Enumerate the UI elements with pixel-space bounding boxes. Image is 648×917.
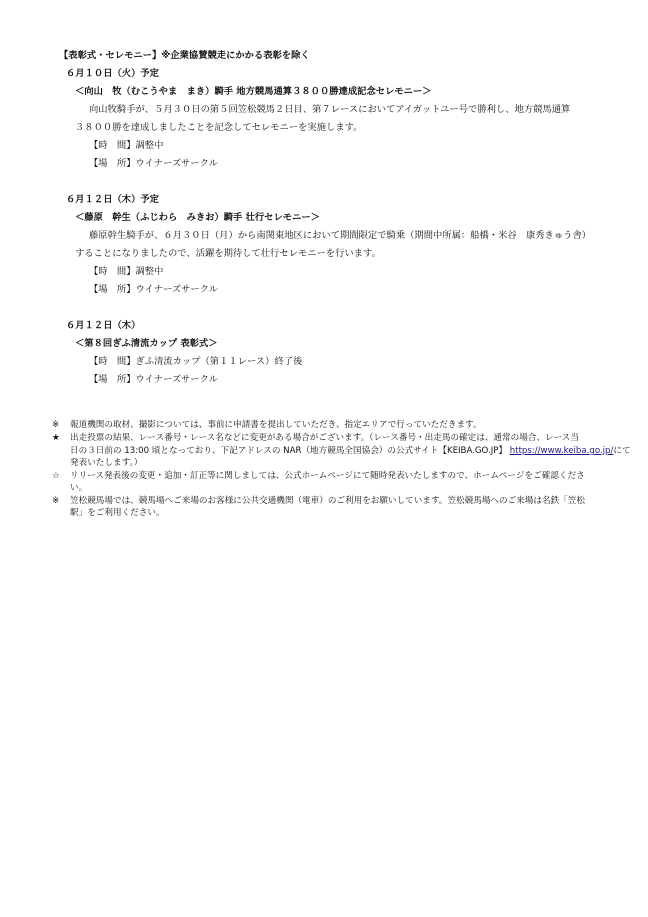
event-description: 向山牧騎手が、５月３０日の第５回笠松競馬２日目、第７レースにおいてアイガットユー号で勝利し、地方競馬通算 bbox=[89, 104, 571, 115]
note-text: 日の３日前の 13:00 頃となっており、下記アドレスの NAR（地方競馬全国協会）の公式サイト【KEIBA.GO.JP】 bbox=[70, 446, 508, 456]
note-text: い。 bbox=[70, 483, 88, 493]
note-mark: ※ bbox=[52, 420, 60, 430]
event-title: ＜向山 牧（むこうやま まき）騎手 地方競馬通算３８００勝達成記念セレモニー＞ bbox=[75, 86, 432, 97]
event-date: ６月１２日（木）予定 bbox=[66, 194, 159, 205]
note-text: 発表いたします。） bbox=[70, 458, 143, 468]
event-title: ＜第８回ぎふ清流カップ 表彰式＞ bbox=[75, 338, 218, 349]
note-mark: ※ bbox=[52, 496, 60, 506]
note-text bbox=[70, 446, 631, 456]
event-time: 【時 間】調整中 bbox=[89, 140, 164, 151]
event-description: することになりましたので、活躍を期待して壮行セレモニーを行います。 bbox=[75, 248, 381, 259]
note-text: リリース発表後の変更・追加・訂正等に関しましては、公式ホームページにて随時発表いたしますので、ホームページをご確認くださ bbox=[70, 471, 585, 481]
event-time: 【時 間】ぎふ清流カップ（第１１レース）終了後 bbox=[89, 356, 303, 367]
note-text: 笠松競馬場では、競馬場へご来場のお客様に公共交通機関（電車）のご利用をお願いしています。笠松競馬場へのご来場は名鉄「笠松 bbox=[70, 496, 585, 506]
event-title: ＜藤原 幹生（ふじわら みきお）騎手 壮行セレモニー＞ bbox=[75, 212, 320, 223]
event-place: 【場 所】ウイナーズサークル bbox=[89, 284, 218, 295]
note-text: 報道機関の取材、撮影については、事前に申請書を提出していただき、指定エリアで行っていただきます。 bbox=[70, 420, 482, 430]
note-text: 出走投票の結果、レース番号・レース名などに変更がある場合がございます。（レース番号・出走馬の確定は、通常の場合、レース当 bbox=[70, 433, 579, 443]
event-date: ６月１０日（火）予定 bbox=[66, 68, 159, 79]
event-place: 【場 所】ウイナーズサークル bbox=[89, 374, 218, 385]
note-mark: ☆ bbox=[52, 471, 60, 481]
note-item bbox=[52, 420, 482, 430]
nar-site-link[interactable]: https://www.keiba.go.jp/ bbox=[509, 446, 614, 456]
note-text: にて bbox=[613, 446, 631, 456]
event-description: 藤原幹生騎手が、６月３０日（月）から南関東地区において期間限定で騎乗（期間中所属：船橋・米谷 康秀きゅう舎） bbox=[89, 230, 592, 241]
note-item bbox=[52, 471, 585, 481]
event-date: ６月１２日（木） bbox=[66, 320, 141, 331]
note-text: 駅」をご利用ください。 bbox=[70, 508, 165, 518]
event-place: 【場 所】ウイナーズサークル bbox=[89, 158, 218, 169]
note-item bbox=[52, 433, 579, 443]
note-mark: ★ bbox=[52, 433, 60, 443]
section-header: 【表彰式・セレモニー】※企業協賛競走にかかる表彰を除く bbox=[59, 50, 310, 61]
note-item bbox=[52, 496, 585, 506]
event-description: ３８００勝を達成しましたことを記念してセレモニーを実施します。 bbox=[75, 122, 363, 133]
event-time: 【時 間】調整中 bbox=[89, 266, 164, 277]
